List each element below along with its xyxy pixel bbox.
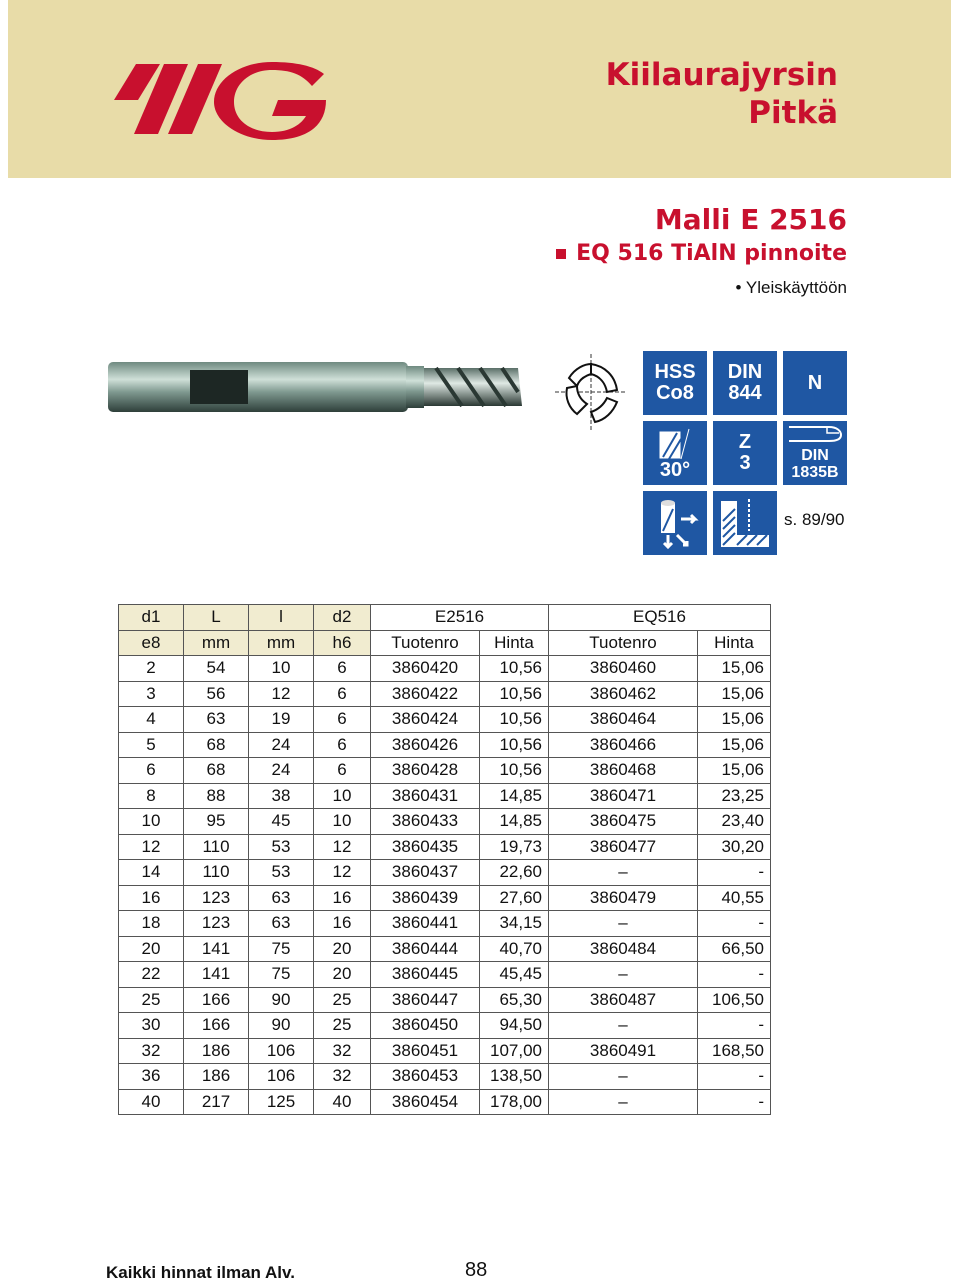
- table-cell: 15,06: [698, 656, 771, 682]
- table-header-row-2: [119, 630, 771, 656]
- table-cell: 15,06: [698, 707, 771, 733]
- table-row: [119, 1038, 771, 1064]
- table-cell: 166: [184, 987, 249, 1013]
- table-cell: 3860431: [371, 783, 480, 809]
- table-cell: 3860426: [371, 732, 480, 758]
- table-cell: 32: [314, 1038, 371, 1064]
- table-cell: 16: [119, 885, 184, 911]
- table-row: [119, 681, 771, 707]
- table-cell: 18: [119, 911, 184, 937]
- table-cell: 75: [249, 936, 314, 962]
- table-cell: 3: [119, 681, 184, 707]
- table-cell: 90: [249, 987, 314, 1013]
- table-cell: 6: [119, 758, 184, 784]
- coating-subtitle-text: EQ 516 TiAlN pinnoite: [576, 241, 847, 266]
- z-label: Z: [738, 431, 752, 453]
- table-cell: -: [698, 962, 771, 988]
- table-cell: 22: [119, 962, 184, 988]
- hss-label: HSS: [654, 361, 696, 383]
- table-cell: 3860484: [549, 936, 698, 962]
- table-cell: 138,50: [480, 1064, 549, 1090]
- table-cell: 3860464: [549, 707, 698, 733]
- table-cell: 16: [314, 885, 371, 911]
- table-cell: –: [549, 860, 698, 886]
- table-cell: 3860477: [549, 834, 698, 860]
- table-row: [119, 758, 771, 784]
- table-cell: 3860445: [371, 962, 480, 988]
- table-cell: 3860447: [371, 987, 480, 1013]
- title-line-1: Kiilaurajyrsin: [605, 57, 838, 93]
- table-cell: –: [549, 962, 698, 988]
- table-header-row-1: [119, 605, 771, 631]
- table-cell: 45,45: [480, 962, 549, 988]
- table-cell: 23,40: [698, 809, 771, 835]
- table-cell: 3860435: [371, 834, 480, 860]
- page-title: [606, 56, 838, 132]
- table-cell: -: [698, 1013, 771, 1039]
- table-cell: -: [698, 911, 771, 937]
- helix-cutter-icon: [655, 425, 695, 461]
- table-cell: 12: [314, 860, 371, 886]
- table-cell: 22,60: [480, 860, 549, 886]
- table-cell: 24: [249, 758, 314, 784]
- table-cell: 15,06: [698, 681, 771, 707]
- table-cell: 45: [249, 809, 314, 835]
- table-cell: 125: [249, 1089, 314, 1115]
- table-cell: 10,56: [480, 707, 549, 733]
- header-tuotenro-2: Tuotenro: [549, 630, 698, 656]
- table-row: [119, 732, 771, 758]
- table-cell: 123: [184, 911, 249, 937]
- hss-co8-badge: [643, 351, 707, 415]
- header-d1: d1: [119, 605, 184, 631]
- table-cell: –: [549, 1089, 698, 1115]
- table-cell: 2: [119, 656, 184, 682]
- table-cell: 40,55: [698, 885, 771, 911]
- header-d2: d2: [314, 605, 371, 631]
- table-cell: 3860439: [371, 885, 480, 911]
- table-cell: 30: [119, 1013, 184, 1039]
- table-cell: 10: [314, 809, 371, 835]
- table-row: [119, 962, 771, 988]
- table-cell: 38: [249, 783, 314, 809]
- table-cell: 12: [249, 681, 314, 707]
- footer-note: Kaikki hinnat ilman Alv.: [106, 1263, 295, 1282]
- table-cell: 19: [249, 707, 314, 733]
- usage-note: • Yleiskäyttöön: [735, 278, 847, 297]
- table-cell: 3860468: [549, 758, 698, 784]
- table-cell: 6: [314, 681, 371, 707]
- table-cell: 75: [249, 962, 314, 988]
- table-cell: 10,56: [480, 732, 549, 758]
- table-cell: 3860487: [549, 987, 698, 1013]
- table-cell: -: [698, 860, 771, 886]
- table-cell: 6: [314, 758, 371, 784]
- table-cell: 8: [119, 783, 184, 809]
- table-cell: 65,30: [480, 987, 549, 1013]
- table-cell: 141: [184, 936, 249, 962]
- header-eq516: EQ516: [549, 605, 771, 631]
- table-row: [119, 936, 771, 962]
- title-line-2: Pitkä: [748, 95, 838, 131]
- table-cell: -: [698, 1089, 771, 1115]
- table-row: [119, 783, 771, 809]
- table-cell: 10: [314, 783, 371, 809]
- helix-angle-label: 30°: [659, 459, 691, 481]
- table-row: [119, 911, 771, 937]
- table-cell: 53: [249, 860, 314, 886]
- table-cell: 6: [314, 732, 371, 758]
- table-cell: 3860424: [371, 707, 480, 733]
- table-cell: 10: [119, 809, 184, 835]
- table-cell: 178,00: [480, 1089, 549, 1115]
- table-cell: 3860433: [371, 809, 480, 835]
- table-cell: 15,06: [698, 758, 771, 784]
- table-cell: 5: [119, 732, 184, 758]
- table-cell: 20: [119, 936, 184, 962]
- z-value: 3: [739, 452, 751, 474]
- product-table: [118, 604, 771, 1115]
- cutter-cross-section-icon: [555, 352, 627, 432]
- table-cell: 16: [314, 911, 371, 937]
- header-L: L: [184, 605, 249, 631]
- header-l: l: [249, 605, 314, 631]
- shank-icon: [787, 423, 843, 445]
- table-cell: 106: [249, 1038, 314, 1064]
- type-n-label: N: [807, 371, 823, 394]
- page-number: 88: [465, 1259, 488, 1281]
- table-cell: 3860460: [549, 656, 698, 682]
- table-cell: 110: [184, 834, 249, 860]
- table-cell: 66,50: [698, 936, 771, 962]
- table-cell: 3860441: [371, 911, 480, 937]
- table-cell: 106: [249, 1064, 314, 1090]
- table-cell: 40,70: [480, 936, 549, 962]
- shank-din-number: 1835B: [791, 464, 839, 481]
- table-cell: 63: [184, 707, 249, 733]
- table-cell: 3860420: [371, 656, 480, 682]
- table-cell: 110: [184, 860, 249, 886]
- table-cell: 20: [314, 936, 371, 962]
- table-cell: 40: [119, 1089, 184, 1115]
- table-body: [119, 656, 771, 1115]
- table-cell: 141: [184, 962, 249, 988]
- table-cell: –: [549, 911, 698, 937]
- header-e8: e8: [119, 630, 184, 656]
- table-cell: –: [549, 1064, 698, 1090]
- din-844-badge: [713, 351, 777, 415]
- table-cell: 3860437: [371, 860, 480, 886]
- table-cell: 40: [314, 1089, 371, 1115]
- type-n-badge: [783, 351, 847, 415]
- table-cell: 3860451: [371, 1038, 480, 1064]
- table-cell: 24: [249, 732, 314, 758]
- table-cell: 217: [184, 1089, 249, 1115]
- table-cell: 34,15: [480, 911, 549, 937]
- table-cell: 54: [184, 656, 249, 682]
- table-row: [119, 1089, 771, 1115]
- table-cell: 27,60: [480, 885, 549, 911]
- shank-din-1835b-badge: [783, 421, 847, 485]
- table-cell: 3860422: [371, 681, 480, 707]
- shank-din-label: DIN: [801, 447, 829, 464]
- table-cell: 30,20: [698, 834, 771, 860]
- din-number-label: 844: [728, 382, 762, 404]
- table-cell: 3860454: [371, 1089, 480, 1115]
- header-hinta-1: Hinta: [480, 630, 549, 656]
- table-cell: 3860450: [371, 1013, 480, 1039]
- table-cell: 56: [184, 681, 249, 707]
- table-cell: 3860453: [371, 1064, 480, 1090]
- cutting-direction-badge: [643, 491, 707, 555]
- table-row: [119, 1013, 771, 1039]
- table-cell: 14: [119, 860, 184, 886]
- table-cell: 88: [184, 783, 249, 809]
- table-cell: 68: [184, 732, 249, 758]
- table-cell: 15,06: [698, 732, 771, 758]
- slot-milling-badge: [713, 491, 777, 555]
- flute-count-badge: [713, 421, 777, 485]
- table-cell: 3860479: [549, 885, 698, 911]
- table-row: [119, 834, 771, 860]
- table-cell: -: [698, 1064, 771, 1090]
- table-cell: 10,56: [480, 681, 549, 707]
- table-cell: 10: [249, 656, 314, 682]
- table-cell: 25: [314, 987, 371, 1013]
- helix-angle-badge: [643, 421, 707, 485]
- table-row: [119, 885, 771, 911]
- header-hinta-2: Hinta: [698, 630, 771, 656]
- table-cell: 90: [249, 1013, 314, 1039]
- table-cell: 3860462: [549, 681, 698, 707]
- table-cell: 3860491: [549, 1038, 698, 1064]
- table-cell: 12: [119, 834, 184, 860]
- header-band: [8, 0, 951, 178]
- table-cell: 12: [314, 834, 371, 860]
- table-cell: 3860466: [549, 732, 698, 758]
- header-L-unit: mm: [184, 630, 249, 656]
- end-mill-image: [106, 356, 524, 418]
- table-cell: 3860428: [371, 758, 480, 784]
- table-cell: 36: [119, 1064, 184, 1090]
- table-cell: 3860475: [549, 809, 698, 835]
- slot-milling-icon: [717, 495, 773, 551]
- table-cell: 107,00: [480, 1038, 549, 1064]
- din-label: DIN: [727, 361, 763, 383]
- table-cell: 14,85: [480, 783, 549, 809]
- table-cell: 10,56: [480, 656, 549, 682]
- co8-label: Co8: [656, 382, 694, 404]
- table-row: [119, 987, 771, 1013]
- table-cell: 68: [184, 758, 249, 784]
- table-cell: 168,50: [698, 1038, 771, 1064]
- table-cell: 3860471: [549, 783, 698, 809]
- table-cell: 123: [184, 885, 249, 911]
- table-cell: 20: [314, 962, 371, 988]
- table-cell: 3860444: [371, 936, 480, 962]
- table-cell: 6: [314, 707, 371, 733]
- table-cell: 94,50: [480, 1013, 549, 1039]
- table-cell: 186: [184, 1064, 249, 1090]
- page-reference: s. 89/90: [784, 510, 845, 529]
- yg-logo: [112, 56, 328, 140]
- bullet-square-icon: [556, 249, 566, 259]
- table-cell: 19,73: [480, 834, 549, 860]
- table-cell: 10,56: [480, 758, 549, 784]
- table-cell: 186: [184, 1038, 249, 1064]
- table-cell: 25: [314, 1013, 371, 1039]
- header-e2516: E2516: [371, 605, 549, 631]
- table-cell: 95: [184, 809, 249, 835]
- cutting-direction-icon: [647, 495, 703, 551]
- table-cell: 53: [249, 834, 314, 860]
- table-row: [119, 860, 771, 886]
- table-cell: 4: [119, 707, 184, 733]
- table-row: [119, 809, 771, 835]
- table-row: [119, 1064, 771, 1090]
- table-cell: 14,85: [480, 809, 549, 835]
- table-cell: 23,25: [698, 783, 771, 809]
- table-cell: –: [549, 1013, 698, 1039]
- table-cell: 32: [119, 1038, 184, 1064]
- table-cell: 63: [249, 885, 314, 911]
- model-title: Malli E 2516: [654, 203, 847, 236]
- table-row: [119, 656, 771, 682]
- table-cell: 63: [249, 911, 314, 937]
- table-row: [119, 707, 771, 733]
- table-cell: 6: [314, 656, 371, 682]
- header-h6: h6: [314, 630, 371, 656]
- table-cell: 32: [314, 1064, 371, 1090]
- table-cell: 25: [119, 987, 184, 1013]
- table-cell: 106,50: [698, 987, 771, 1013]
- header-tuotenro-1: Tuotenro: [371, 630, 480, 656]
- table-cell: 166: [184, 1013, 249, 1039]
- header-l-unit: mm: [249, 630, 314, 656]
- coating-subtitle: [556, 241, 847, 266]
